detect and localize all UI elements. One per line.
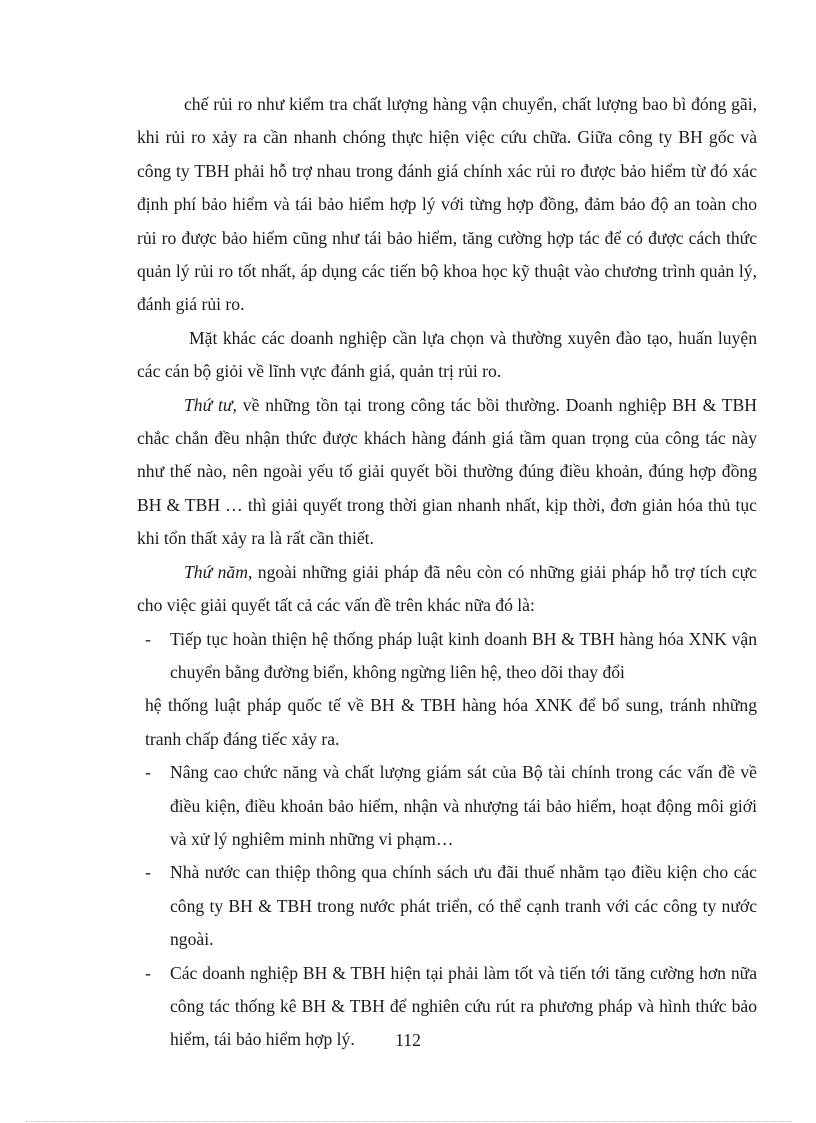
paragraph-fifth	[137, 556, 757, 623]
bullet-dash: -	[145, 862, 151, 883]
page-number: 112	[395, 1030, 421, 1050]
list-item	[137, 756, 757, 856]
list-item-continuation: hệ thống luật pháp quốc tế về BH & TBH hàng hóa XNK để bổ sung, tránh những tranh chấp đáng tiếc xảy ra.	[145, 695, 757, 749]
bullet-dash: -	[145, 962, 151, 983]
list-item-text: Các doanh nghiệp BH & TBH hiện tại phải làm tốt và tiến tới tăng cường hơn nữa công tác thống kê BH & TBH để nghiên cứu rút ra phương pháp và hình thức bảo hiểm, tái bảo hiểm hợp lý.	[170, 962, 757, 1050]
paragraph-fourth-text: về những tồn tại trong công tác bồi thường. Doanh nghiệp BH & TBH chắc chắn đều nhận thức được khách hàng đánh giá tầm quan trọng của công tác này như thế nào, nên ngoài yếu tố giải quyết bồi thường đúng điều khoản, đúng hợp đồng BH & TBH … thì giải quyết trong thời gian nhanh nhất, kịp thời, đơn giản hóa thủ tục khi tổn thất xảy ra là rất cần thiết.	[137, 394, 757, 549]
paragraph-staff-training: Mặt khác các doanh nghiệp cần lựa chọn và thường xuyên đào tạo, huấn luyện các cán bộ giỏi về lĩnh vực đánh giá, quản trị rủi ro.	[137, 327, 757, 382]
paragraph-fourth-lead: Thứ tư,	[184, 394, 237, 415]
footer-divider	[26, 1121, 792, 1122]
bullet-dash: -	[145, 762, 151, 783]
paragraph-fourth	[137, 389, 757, 556]
list-item-text: Nhà nước can thiệp thông qua chính sách ưu đãi thuế nhằm tạo điều kiện cho các công ty BH & TBH trong nước phát triển, có thể cạnh tranh với các công ty nước ngoài.	[170, 862, 757, 950]
list-item	[137, 623, 757, 690]
list-item	[137, 856, 757, 956]
body-text	[137, 88, 757, 1057]
list-item-text: Nâng cao chức năng và chất lượng giám sát của Bộ tài chính trong các vấn đề về điều kiện, điều khoản bảo hiểm, nhận và nhượng tái bảo hiểm, hoạt động môi giới và xử lý nghiêm minh những vi phạm…	[170, 762, 757, 849]
paragraph-fifth-lead: Thứ năm	[184, 561, 248, 582]
list-item-first-lines: Tiếp tục hoàn thiện hệ thống pháp luật kinh doanh BH & TBH hàng hóa XNK vận chuyển bằng đường biển, không ngừng liên hệ, theo dõi thay đổi	[170, 628, 757, 682]
paragraph-risk-control: chế rủi ro như kiểm tra chất lượng hàng vận chuyển, chất lượng bao bì đóng gãi, khi rủi ro xảy ra cần nhanh chóng thực hiện việc cứu chữa. Giữa công ty BH gốc và công ty TBH phải hỗ trợ nhau trong đánh giá chính xác rủi ro được bảo hiểm từ đó xác định phí bảo hiểm và tái bảo hiểm hợp lý với từng hợp đồng, đảm bảo độ an toàn cho rủi ro được bảo hiểm cũng như tái bảo hiểm, tăng cường hợp tác để có được cách thức quản lý rủi ro tốt nhất, áp dụng các tiến bộ khoa học kỹ thuật vào chương trình quản lý, đánh giá rủi ro.	[137, 94, 757, 315]
bullet-dash: -	[145, 628, 151, 649]
paragraph-fifth-text: , ngoài những giải pháp đã nêu còn có những giải pháp hỗ trợ tích cực cho việc giải quyết tất cả các vấn đề trên khác nữa đó là:	[137, 561, 757, 616]
